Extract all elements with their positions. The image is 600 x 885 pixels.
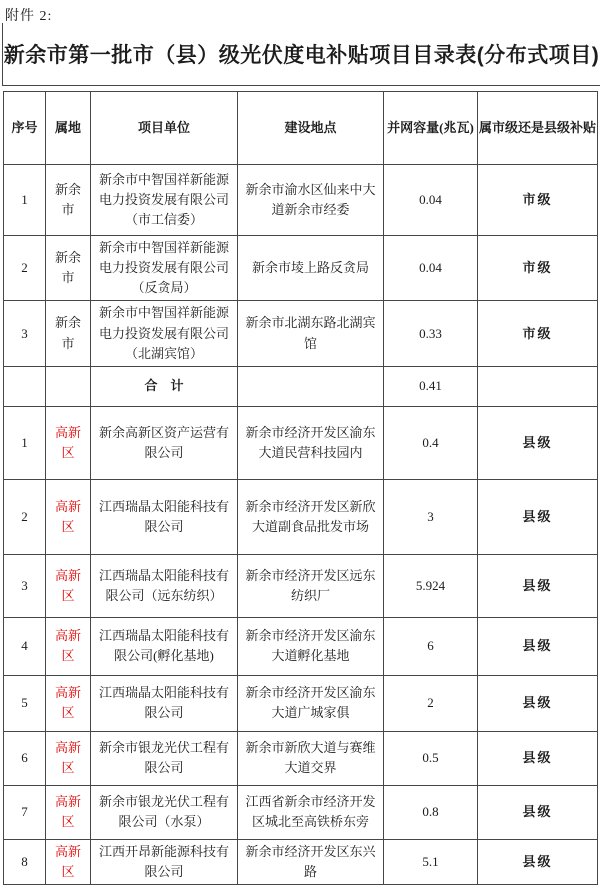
cell-region: 高新区 bbox=[46, 785, 91, 839]
table-row bbox=[4, 165, 598, 236]
header-cell-location: 建设地点 bbox=[238, 92, 384, 165]
cell-location: 新余市经济开发区新欣大道副食品批发市场 bbox=[238, 479, 384, 554]
cell-capacity: 0.8 bbox=[384, 785, 478, 839]
cell-region: 高新区 bbox=[46, 479, 91, 554]
cell-location: 新余市北湖东路北湖宾馆 bbox=[238, 301, 384, 366]
cell-capacity: 0.4 bbox=[384, 406, 478, 479]
cell-level: 县级 bbox=[478, 785, 598, 839]
cell-location: 新余市经济开发区远东纺织厂 bbox=[238, 554, 384, 617]
cell-region: 新余市 bbox=[46, 301, 91, 366]
header-cell-subsidy-level: 属市级还是县级补贴 bbox=[478, 92, 598, 165]
cell-no: 1 bbox=[4, 165, 46, 236]
cell-capacity: 0.5 bbox=[384, 731, 478, 785]
table-row bbox=[4, 479, 598, 554]
cell-capacity: 0.41 bbox=[384, 366, 478, 406]
cell-company: 新余市银龙光伏工程有限公司 bbox=[91, 731, 238, 785]
cell-no: 3 bbox=[4, 301, 46, 366]
cell-region: 新余市 bbox=[46, 236, 91, 301]
cell-no: 4 bbox=[4, 617, 46, 675]
header-cell-company: 项目单位 bbox=[91, 92, 238, 165]
cell-level: 县级 bbox=[478, 839, 598, 884]
cell-level: 县级 bbox=[478, 675, 598, 731]
cell-location: 新余市渝水区仙来中大道新余市经委 bbox=[238, 165, 384, 236]
cell-company: 江西瑞晶太阳能科技有限公司(孵化基地) bbox=[91, 617, 238, 675]
cell-company: 新余市中智国祥新能源电力投资发展有限公司（反贪局） bbox=[91, 236, 238, 301]
cell-capacity: 2 bbox=[384, 675, 478, 731]
cell-no: 5 bbox=[4, 675, 46, 731]
title-block bbox=[2, 23, 600, 86]
cell-location: 新余市经济开发区渝东大道民营科技园内 bbox=[238, 406, 384, 479]
cell-company: 合 计 bbox=[91, 366, 238, 406]
cell-location: 江西省新余市经济开发区城北至高铁桥东旁 bbox=[238, 785, 384, 839]
table-row bbox=[4, 675, 598, 731]
cell-level: 市级 bbox=[478, 236, 598, 301]
cell-region: 新余市 bbox=[46, 165, 91, 236]
table-row bbox=[4, 301, 598, 366]
header-cell-index: 序号 bbox=[4, 92, 46, 165]
cell-company: 新余市中智国祥新能源电力投资发展有限公司（市工信委） bbox=[91, 165, 238, 236]
cell-level: 县级 bbox=[478, 406, 598, 479]
cell-no: 2 bbox=[4, 236, 46, 301]
header-cell-capacity: 并网容量(兆瓦) bbox=[384, 92, 478, 165]
cell-level: 县级 bbox=[478, 554, 598, 617]
cell-level bbox=[478, 366, 598, 406]
cell-capacity: 3 bbox=[384, 479, 478, 554]
table-row bbox=[4, 554, 598, 617]
cell-location bbox=[238, 366, 384, 406]
cell-location: 新余市经济开发区渝东大道广城家俱 bbox=[238, 675, 384, 731]
table-body bbox=[4, 165, 598, 885]
table-row bbox=[4, 785, 598, 839]
cell-level: 县级 bbox=[478, 617, 598, 675]
cell-no bbox=[4, 366, 46, 406]
cell-region: 高新区 bbox=[46, 675, 91, 731]
cell-company: 江西瑞晶太阳能科技有限公司（远东纺织） bbox=[91, 554, 238, 617]
cell-no: 8 bbox=[4, 839, 46, 884]
attachment-label: 附件 2: bbox=[5, 9, 53, 24]
cell-region: 高新区 bbox=[46, 839, 91, 884]
cell-no: 1 bbox=[4, 406, 46, 479]
cell-location: 新余市经济开发区渝东大道孵化基地 bbox=[238, 617, 384, 675]
cell-region: 高新区 bbox=[46, 406, 91, 479]
cell-location: 新余市经济开发区东兴路 bbox=[238, 839, 384, 884]
cell-location: 新余市堎上路反贪局 bbox=[238, 236, 384, 301]
cell-capacity: 0.04 bbox=[384, 165, 478, 236]
table-row bbox=[4, 731, 598, 785]
cell-level: 县级 bbox=[478, 731, 598, 785]
table-row bbox=[4, 617, 598, 675]
projects-table bbox=[3, 91, 598, 885]
cell-company: 江西开昂新能源科技有限公司 bbox=[91, 839, 238, 884]
cell-location: 新余市新欣大道与赛维大道交界 bbox=[238, 731, 384, 785]
cell-no: 2 bbox=[4, 479, 46, 554]
cell-company: 新余高新区资产运营有限公司 bbox=[91, 406, 238, 479]
cell-no: 6 bbox=[4, 731, 46, 785]
cell-region: 高新区 bbox=[46, 617, 91, 675]
cell-region: 高新区 bbox=[46, 731, 91, 785]
cell-company: 新余市中智国祥新能源电力投资发展有限公司（北湖宾馆） bbox=[91, 301, 238, 366]
table-row bbox=[4, 406, 598, 479]
cell-company: 新余市银龙光伏工程有限公司（水泵） bbox=[91, 785, 238, 839]
cell-no: 3 bbox=[4, 554, 46, 617]
cell-capacity: 0.33 bbox=[384, 301, 478, 366]
cell-region bbox=[46, 366, 91, 406]
cell-no: 7 bbox=[4, 785, 46, 839]
cell-capacity: 0.04 bbox=[384, 236, 478, 301]
document-title: 新余市第一批市（县）级光伏度电补贴项目目录表(分布式项目) bbox=[3, 44, 600, 67]
cell-level: 市级 bbox=[478, 165, 598, 236]
cell-company: 江西瑞晶太阳能科技有限公司 bbox=[91, 479, 238, 554]
subtotal-row bbox=[4, 366, 598, 406]
cell-capacity: 6 bbox=[384, 617, 478, 675]
header-row bbox=[4, 92, 598, 165]
cell-region: 高新区 bbox=[46, 554, 91, 617]
cell-capacity: 5.924 bbox=[384, 554, 478, 617]
cell-capacity: 5.1 bbox=[384, 839, 478, 884]
cell-company: 江西瑞晶太阳能科技有限公司 bbox=[91, 675, 238, 731]
header-cell-region: 属地 bbox=[46, 92, 91, 165]
table-row bbox=[4, 236, 598, 301]
cell-level: 市级 bbox=[478, 301, 598, 366]
cell-level: 县级 bbox=[478, 479, 598, 554]
